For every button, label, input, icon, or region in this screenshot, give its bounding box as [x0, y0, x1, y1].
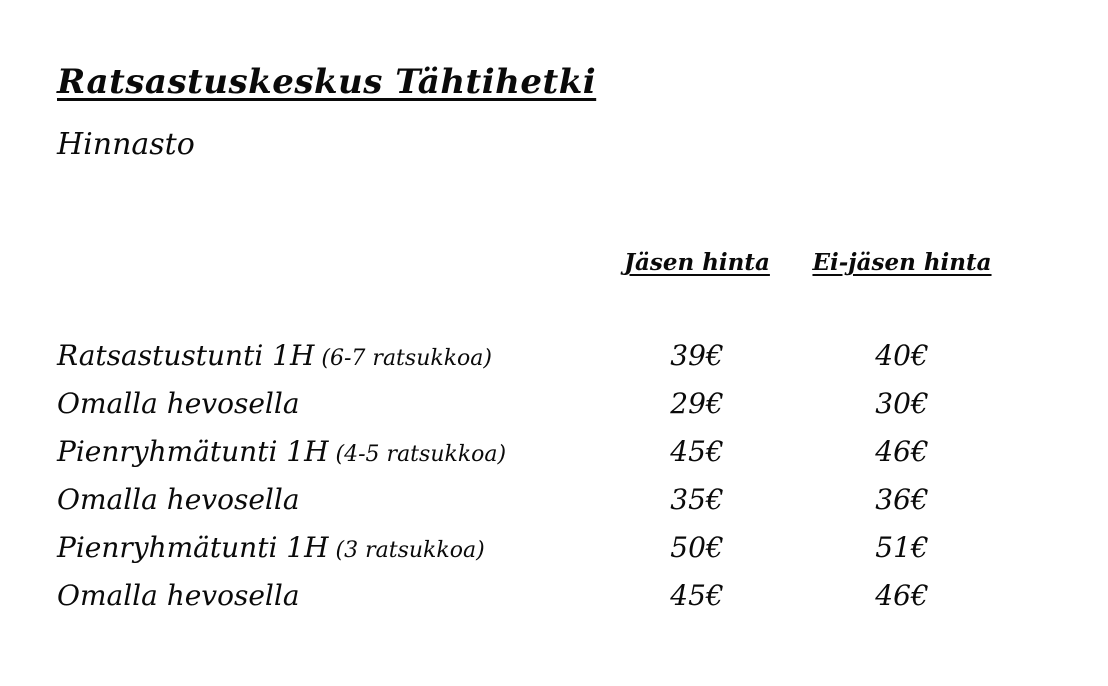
- row-note: (4-5 ratsukkoa): [335, 441, 507, 467]
- page-title: Ratsastuskeskus Tähtihetki: [57, 62, 597, 102]
- table-row: [57, 579, 1068, 627]
- row-label: [57, 531, 602, 564]
- table-row: [57, 483, 1068, 531]
- nonmember-price: 30€: [875, 386, 929, 420]
- member-price: 39€: [670, 338, 724, 372]
- member-price: 29€: [670, 386, 724, 420]
- table-body: [57, 339, 1068, 627]
- member-price: 45€: [670, 434, 724, 468]
- member-price: 45€: [670, 578, 724, 612]
- row-label: [57, 579, 602, 612]
- nonmember-price: 51€: [875, 530, 929, 564]
- table-row: [57, 531, 1068, 579]
- table-row: [57, 387, 1068, 435]
- nonmember-price: 46€: [875, 434, 929, 468]
- row-label-text: Omalla hevosella: [57, 482, 300, 516]
- row-note: (3 ratsukkoa): [335, 537, 485, 563]
- member-price: 50€: [670, 530, 724, 564]
- row-label: [57, 435, 602, 468]
- table-row: [57, 339, 1068, 387]
- table-header-row: [57, 249, 1068, 283]
- row-label-text: Pienryhmätunti 1H: [57, 434, 329, 468]
- row-label-text: Omalla hevosella: [57, 386, 300, 420]
- row-label: [57, 339, 602, 372]
- row-label-text: Omalla hevosella: [57, 578, 300, 612]
- row-note: (6-7 ratsukkoa): [321, 345, 492, 371]
- row-label-text: Pienryhmätunti 1H: [57, 530, 329, 564]
- row-label-text: Ratsastustunti 1H: [57, 338, 315, 372]
- column-header-nonmember: Ei-jäsen hinta: [812, 248, 992, 276]
- member-price: 35€: [670, 482, 724, 516]
- row-label: [57, 387, 602, 420]
- nonmember-price: 40€: [875, 338, 929, 372]
- nonmember-price: 36€: [875, 482, 929, 516]
- nonmember-price: 46€: [875, 578, 929, 612]
- price-table: [57, 249, 1068, 627]
- page-subtitle: Hinnasto: [57, 126, 195, 162]
- table-row: [57, 435, 1068, 483]
- row-label: [57, 483, 602, 516]
- column-header-member: Jäsen hinta: [624, 248, 770, 276]
